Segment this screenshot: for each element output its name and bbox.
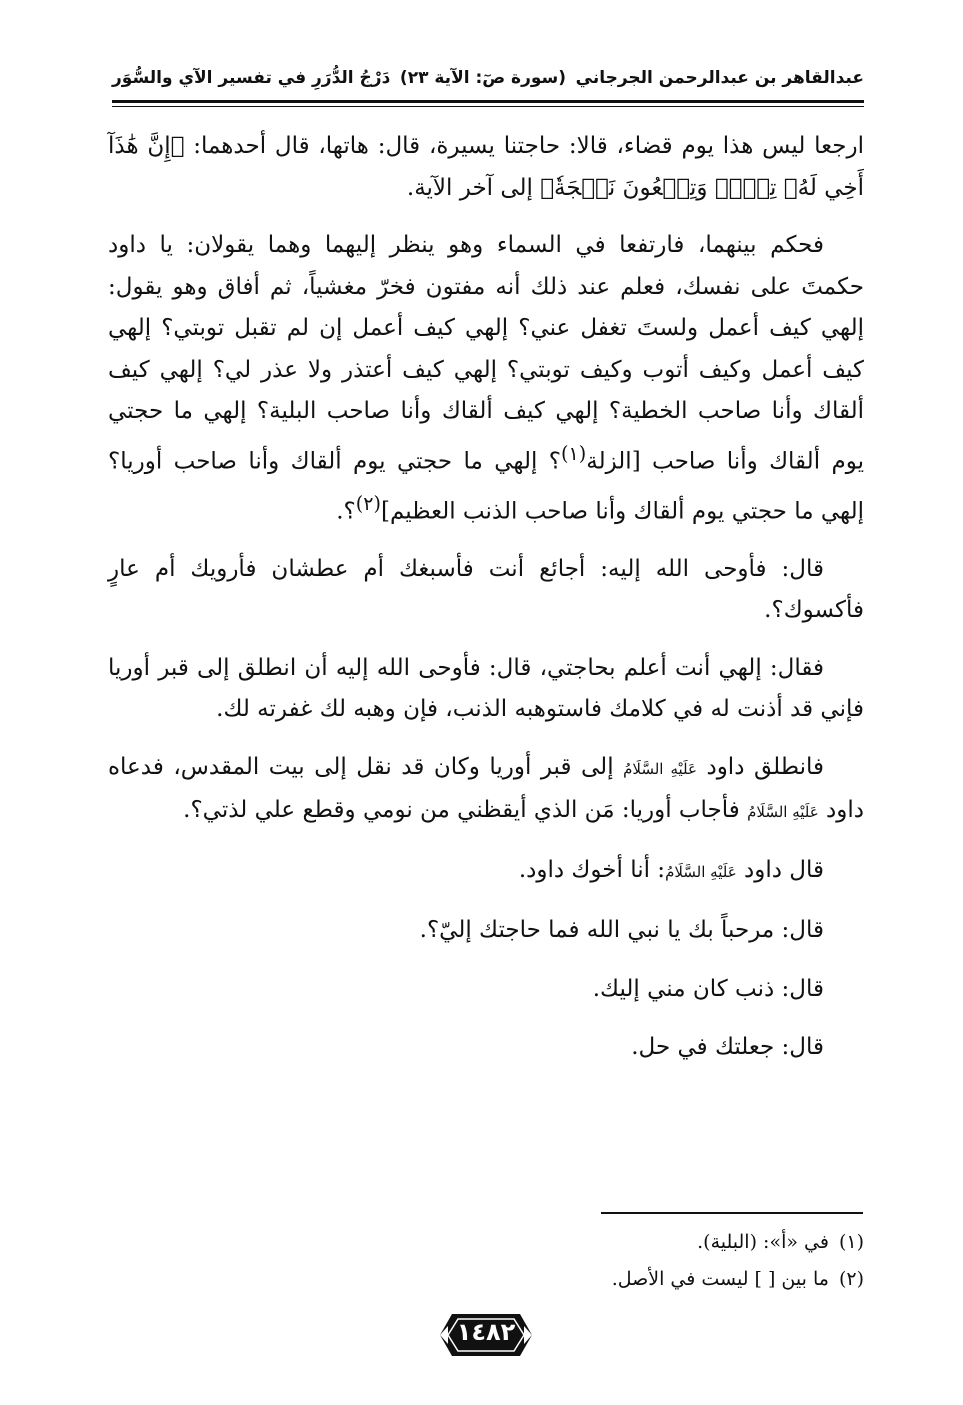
page-number: ١٤٨٢ — [456, 1318, 516, 1346]
footnote-text: ما بين [ ] ليست في الأصل. — [611, 1268, 829, 1290]
footnote-1 — [500, 1224, 864, 1261]
paragraph-1 — [108, 126, 864, 209]
dialogue-line-1 — [108, 850, 864, 894]
paragraph-text: فحكم بينهما، فارتفعا في السماء وهو ينظر إليهما وهما يقولان: يا داود حكمتَ على نفسك، فعلم عند ذلك أنه مفتون فخرّ مغشياً، ثم أفاق وهو يقول: إلهي كيف أعمل ولستَ تغفل عني؟ إلهي كيف أعمل إن لم تقبل توبتي؟ إلهي كيف أعمل وكيف أتوب وكيف توبتي؟ إلهي كيف أعتذر ولا عذر لي؟ إلهي كيف ألقاك وأنا صاحب الخطية؟ إلهي كيف ألقاك وأنا صاحب البلية؟ إلهي ما حجتي يوم ألقاك وأنا صاحب [الزلة — [108, 232, 864, 475]
main-text — [108, 126, 864, 1086]
paragraph-text: ارجعا ليس هذا يوم قضاء، قالا: حاجتنا يسيرة، قال: هاتها، قال أحدهما: — [184, 133, 864, 159]
dialogue-line-4: قال: جعلتك في حل. — [631, 1034, 824, 1061]
paragraph-text: إلى آخر الآية. — [406, 174, 541, 201]
paragraph-4: فقال: إلهي أنت أعلم بحاجتي، قال: فأوحى الله إليه أن انطلق إلى قبر أوريا فإني قد أذنت له في كلامك فاستوهبه الذنب، فإن وهبه لك غفرته لك. — [108, 654, 864, 723]
footnote-number: (٢) — [838, 1268, 864, 1290]
header-book-title: دَرْجُ الدُّرَرِ في تفسير الآي والسُّوَر — [112, 68, 391, 88]
header-rule — [112, 100, 864, 103]
footnotes — [500, 1224, 864, 1298]
footnote-separator — [601, 1212, 863, 1214]
paragraph-text: ؟ إلهي ما حجتي يوم ألقاك وأنا صاحب أوريا؟ إلهي ما حجتي يوم ألقاك وأنا صاحب الذنب العظيم] — [108, 448, 864, 525]
page-number-ornament — [438, 1312, 534, 1358]
paragraph-2 — [108, 225, 864, 533]
paragraph-text: فأجاب أوريا: مَن الذي أيقظني من نومي وقطع علي لذتي؟. — [183, 797, 748, 824]
footnote-marker-2: (٢) — [355, 491, 382, 515]
paragraph-text: قال داود — [736, 856, 824, 883]
header-author: عبدالقاهر بن عبدالرحمن الجرجاني — [575, 68, 864, 88]
salutation-glyph: عَلَيْهِ السَّلَامُ — [665, 862, 737, 881]
header-rule-thin — [112, 106, 864, 107]
paragraph-5 — [108, 747, 864, 834]
footnote-text: في «أ»: (البلية). — [697, 1231, 829, 1253]
salutation-glyph: عَلَيْهِ السَّلَامُ — [623, 759, 697, 778]
paragraph-text: : أنا أخوك داود. — [518, 856, 666, 883]
salutation-glyph: عَلَيْهِ السَّلَامُ — [747, 803, 819, 822]
running-header — [112, 58, 864, 98]
footnote-marker-1: (١) — [561, 441, 587, 465]
header-surah-reference: (سورة صٓ: الآية ٢٣) — [399, 68, 567, 88]
footnote-2 — [500, 1261, 864, 1298]
dialogue-line-3: قال: ذنب كان مني إليك. — [592, 975, 824, 1002]
paragraph-text: فانطلق داود — [696, 753, 825, 780]
paragraph-text: إلى قبر أوريا وكان قد نقل إلى بيت المقدس، فدعاه داود — [108, 753, 864, 824]
paragraph-text: ؟. — [336, 498, 356, 525]
dialogue-line-2: قال: مرحباً بك يا نبي الله فما حاجتك إليّ؟. — [419, 917, 824, 944]
footnote-number: (١) — [838, 1231, 864, 1253]
paragraph-3: قال: فأوحى الله إليه: أجائع أنت فأسبغك أم عطشان فأرويك أم عارٍ فأكسوك؟. — [108, 555, 864, 624]
quran-verse: ﴿إِنَّ هَٰذَآ أَخِي لَهُۥ تِسۡعٞ وَتِسۡعُونَ نَعۡجَةٗ﴾ — [108, 133, 864, 201]
